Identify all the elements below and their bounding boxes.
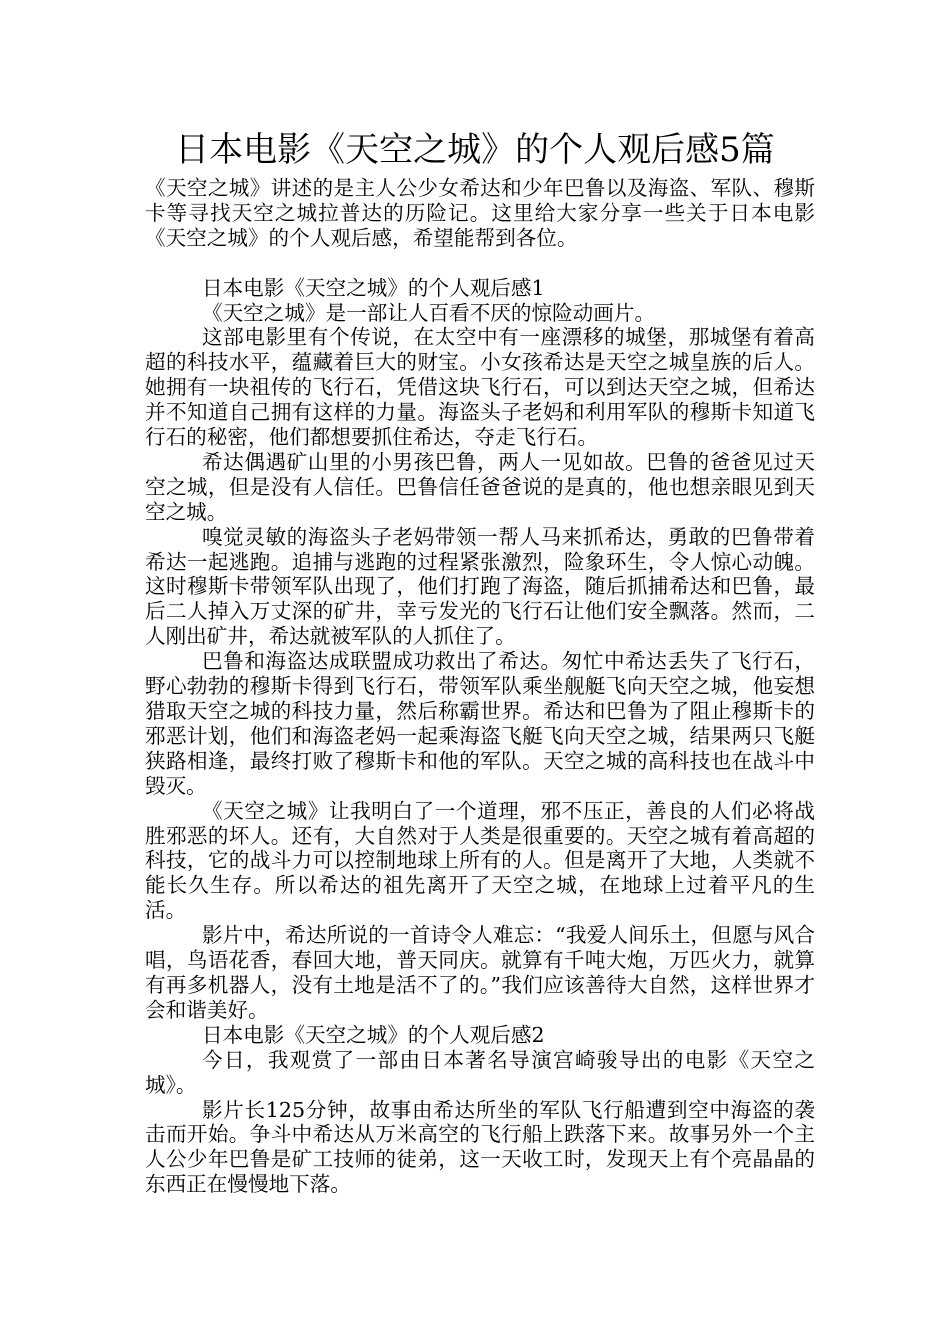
paragraph: 嗅觉灵敏的海盗头子老妈带领一帮人马来抓希达，勇敢的巴鲁带着希达一起逃跑。追捕与逃跑的过程紧张激烈，险象环生，令人惊心动魄。这时穆斯卡带领军队出现了，他们打跑了海盗，随后抓捕希达和巴鲁，最后二人掉入万丈深的矿井，幸亏发光的飞行石让他们安全飘落。然而，二人刚出矿井，希达就被军队的人抓住了。 bbox=[145, 524, 815, 649]
paragraph: 这部电影里有个传说，在太空中有一座漂移的城堡，那城堡有着高超的科技水平，蕴藏着巨大的财宝。小女孩希达是天空之城皇族的后人。她拥有一块祖传的飞行石，凭借这块飞行石，可以到达天空之城，但希达并不知道自己拥有这样的力量。海盗头子老妈和利用军队的穆斯卡知道飞行石的秘密，他们都想要抓住希达，夺走飞行石。 bbox=[145, 325, 815, 450]
paragraph: 《天空之城》是一部让人百看不厌的惊险动画片。 bbox=[202, 300, 656, 325]
document-body bbox=[145, 176, 815, 1197]
section-heading-2: 日本电影《天空之城》的个人观后感2 bbox=[202, 1022, 545, 1047]
intro-paragraph: 《天空之城》讲述的是主人公少女希达和少年巴鲁以及海盗、军队、穆斯卡等寻找天空之城拉普达的历险记。这里给大家分享一些关于日本电影《天空之城》的个人观后感，希望能帮到各位。 bbox=[145, 176, 815, 250]
paragraph: 影片中，希达所说的一首诗令人难忘：“我爱人间乐土，但愿与风合唱，鸟语花香，春回大地，普天同庆。就算有千吨大炮，万匹火力，就算有再多机器人，没有土地是活不了的。”我们应该善待大自然，这样世界才会和谐美好。 bbox=[145, 923, 815, 1022]
paragraph: 《天空之城》让我明白了一个道理，邪不压正，善良的人们必将战胜邪恶的坏人。还有，大自然对于人类是很重要的。天空之城有着高超的科技，它的战斗力可以控制地球上所有的人。但是离开了大地，人类就不能长久生存。所以希达的祖先离开了天空之城，在地球上过着平凡的生活。 bbox=[145, 798, 815, 923]
paragraph: 今日，我观赏了一部由日本著名导演宫崎骏导出的电影《天空之城》。 bbox=[145, 1047, 815, 1097]
paragraph: 希达偶遇矿山里的小男孩巴鲁，两人一见如故。巴鲁的爸爸见过天空之城，但是没有人信任。巴鲁信任爸爸说的是真的，他也想亲眼见到天空之城。 bbox=[145, 449, 815, 524]
document-title: 日本电影《天空之城》的个人观后感5篇 bbox=[175, 130, 775, 170]
blank-line bbox=[145, 251, 815, 276]
paragraph: 巴鲁和海盗达成联盟成功救出了希达。匆忙中希达丢失了飞行石，野心勃勃的穆斯卡得到飞行石，带领军队乘坐舰艇飞向天空之城，他妄想猎取天空之城的科技力量，然后称霸世界。希达和巴鲁为了阻止穆斯卡的邪恶计划，他们和海盗老妈一起乘海盗飞艇飞向天空之城，结果两只飞艇狭路相逢，最终打败了穆斯卡和他的军队。天空之城的高科技也在战斗中毁灭。 bbox=[145, 649, 815, 798]
paragraph: 影片长125分钟，故事由希达所坐的军队飞行船遭到空中海盗的袭击而开始。争斗中希达从万米高空的飞行船上跌落下来。故事另外一个主人公少年巴鲁是矿工技师的徒弟，这一天收工时，发现天上有个亮晶晶的东西正在慢慢地下落。 bbox=[145, 1097, 815, 1197]
section-heading-1: 日本电影《天空之城》的个人观后感1 bbox=[202, 275, 545, 300]
